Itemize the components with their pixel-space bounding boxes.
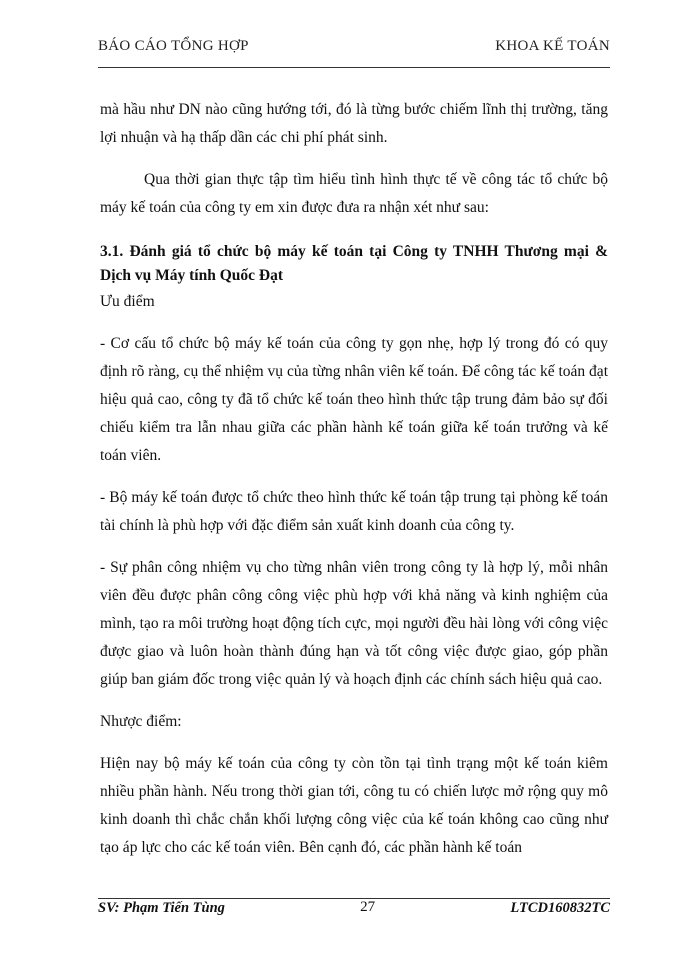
header-left-title: BÁO CÁO TỔNG HỢP bbox=[98, 38, 249, 54]
page-footer bbox=[98, 900, 610, 924]
footer-student-code: LTCD160832TC bbox=[510, 900, 610, 916]
header-right-title: KHOA KẾ TOÁN bbox=[495, 38, 610, 54]
paragraph-intro: Qua thời gian thực tập tìm hiểu tình hình thực tế về công tác tổ chức bộ máy kế toán của công ty em xin được đưa ra nhận xét như sau: bbox=[100, 171, 608, 216]
disadvantage-item-1: Hiện nay bộ máy kế toán của công ty còn tồn tại tình trạng một kế toán kiêm nhiều phần hành. Nếu trong thời gian tới, công tu có chiến lược mở rộng quy mô kinh doanh thì chắc chắn khối lượng công việc của kế toán không cao cũng như tạo áp lực cho các kế toán viên. Bên cạnh đó, các phần hành kế toán bbox=[100, 755, 608, 856]
header-divider bbox=[98, 67, 610, 68]
footer-student-name: SV: Phạm Tiến Tùng bbox=[98, 900, 225, 916]
page-header bbox=[98, 38, 610, 68]
advantage-item-3: - Sự phân công nhiệm vụ cho từng nhân viên trong công ty là hợp lý, mỗi nhân viên đều được phân công công việc phù hợp với khả năng và kinh nghiệm của mình, tạo ra môi trường hoạt động tích cực, mọi người đều hài lòng với công việc được giao và luôn hoàn thành đúng hạn và tốt công việc được giao, góp phần giúp ban giám đốc trong việc quản lý và hoạch định các chính sách hiệu quả cao. bbox=[100, 559, 608, 688]
advantage-item-2: - Bộ máy kế toán được tổ chức theo hình thức kế toán tập trung tại phòng kế toán tài chính là phù hợp với đặc điểm sản xuất kinh doanh của công ty. bbox=[100, 489, 608, 534]
advantage-item-1: - Cơ cấu tổ chức bộ máy kế toán của công ty gọn nhẹ, hợp lý trong đó có quy định rõ ràng, cụ thể nhiệm vụ của từng nhân viên kế toán. Để công tác kế toán đạt hiệu quả cao, công ty đã tổ chức kế toán theo hình thức tập trung đảm bảo sự đối chiếu kiểm tra lẫn nhau giữa các phần hành kế toán giữa kế toán trưởng và kế toán viên. bbox=[100, 335, 608, 464]
footer-page-number: 27 bbox=[360, 899, 376, 915]
footer-divider bbox=[98, 898, 610, 899]
document-body bbox=[100, 96, 608, 862]
advantages-label: Ưu điểm bbox=[100, 293, 155, 310]
disadvantages-label: Nhược điểm: bbox=[100, 713, 182, 730]
paragraph-continuation: mà hầu như DN nào cũng hướng tới, đó là từng bước chiếm lĩnh thị trường, tăng lợi nhuận và hạ thấp dần các chi phí phát sinh. bbox=[100, 101, 608, 146]
section-heading: 3.1. Đánh giá tổ chức bộ máy kế toán tại Công ty TNHH Thương mại & Dịch vụ Máy tính Quốc Đạt bbox=[100, 243, 608, 284]
